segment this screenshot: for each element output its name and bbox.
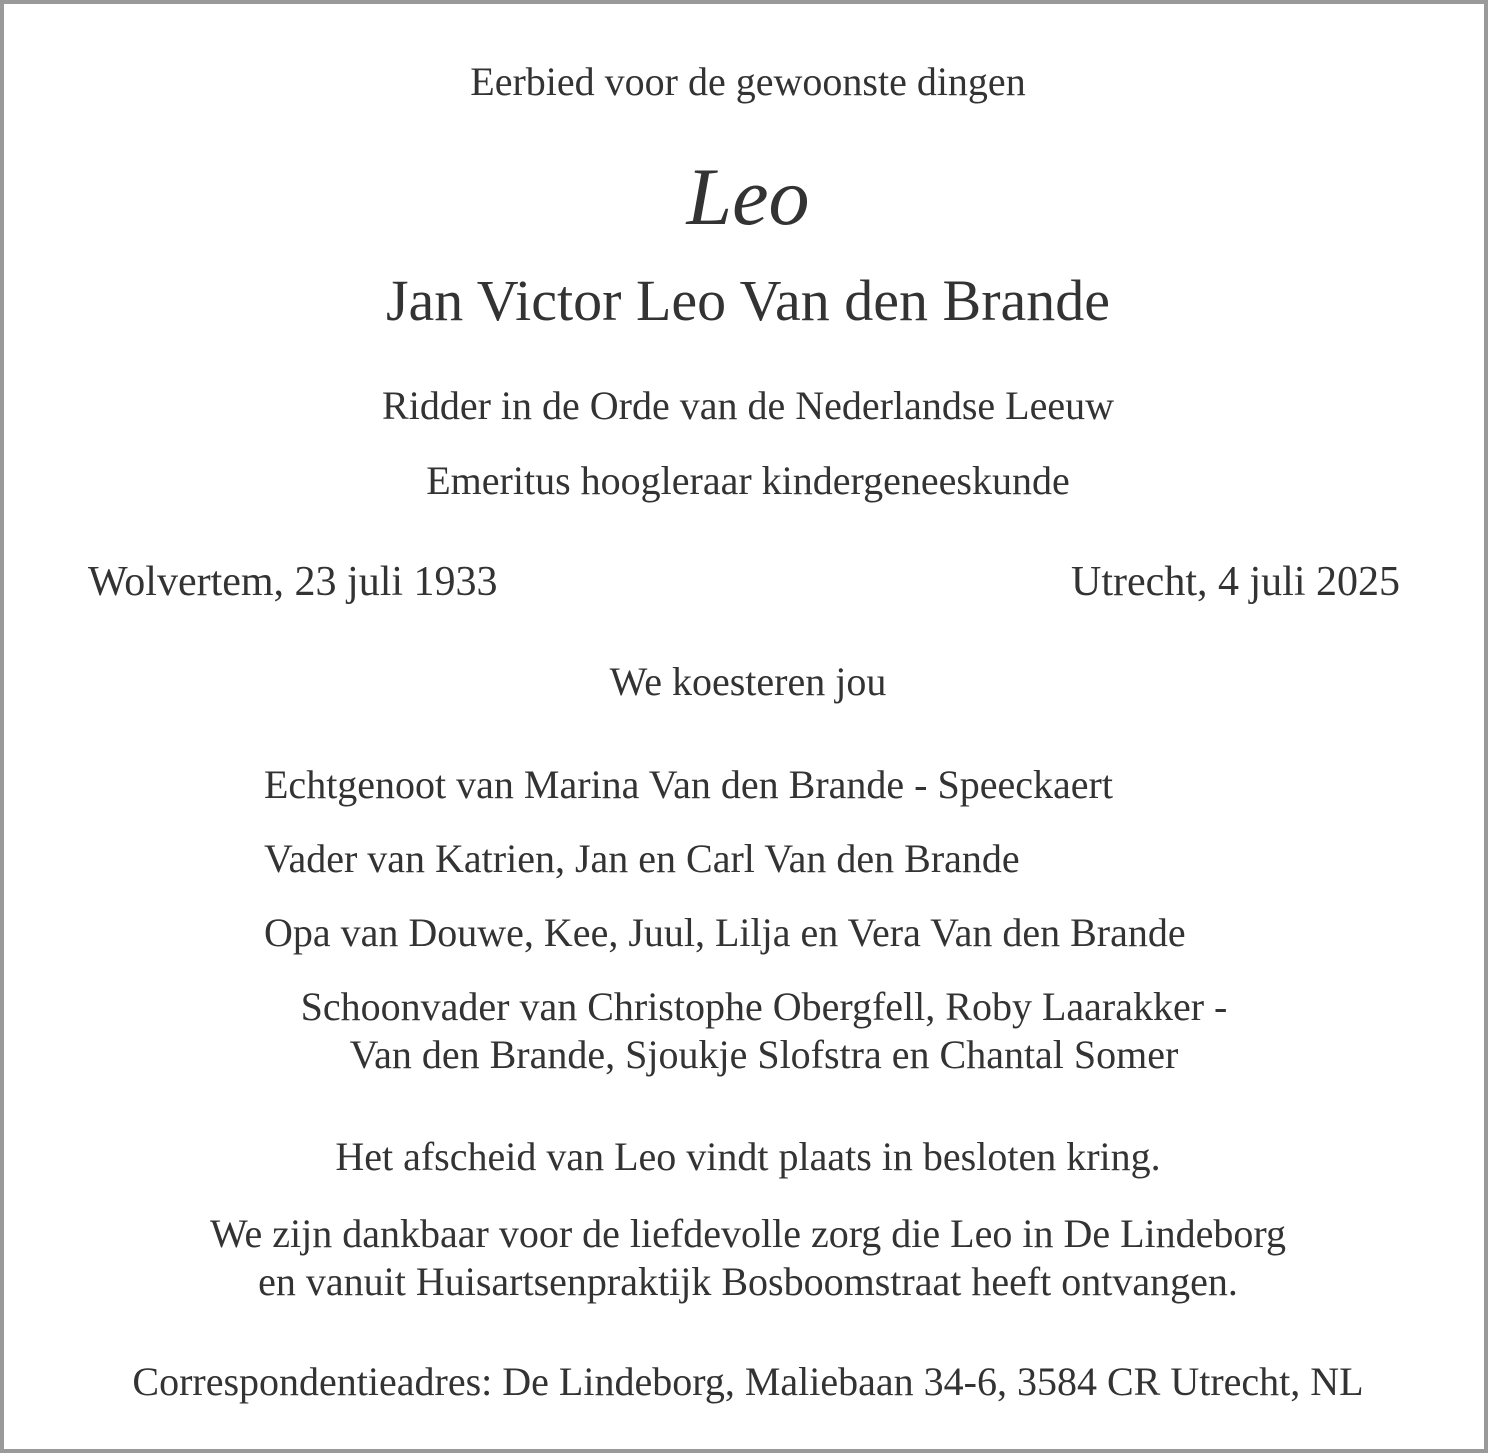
death-place-date: Utrecht, 4 juli 2025 [1071,559,1400,605]
in-laws-line-2: Van den Brande, Sjoukje Slofstra en Chantal Somer [349,1032,1179,1077]
correspondence-address: Correspondentieadres: De Lindeborg, Maliebaan 34-6, 3584 CR Utrecht, NL [132,1359,1364,1404]
relative-spouse: Echtgenoot van Marina Van den Brande - Speeckaert [264,762,1113,807]
thanks-line-2: en vanuit Huisartsenpraktijk Bosboomstraat heeft ontvangen. [258,1259,1238,1304]
honour: Ridder in de Orde van de Nederlandse Leeuw [382,383,1114,428]
motto: Eerbied voor de gewoonste dingen [470,59,1026,104]
relative-children: Vader van Katrien, Jan en Carl Van den Brande [264,836,1020,881]
full-name: Jan Victor Leo Van den Brande [385,268,1110,333]
relatives-list [264,761,1264,1079]
profession: Emeritus hoogleraar kindergeneeskunde [426,458,1070,503]
cherish-line: We koesteren jou [609,659,887,704]
thanks-line-1: We zijn dankbaar voor de liefdevolle zorg die Leo in De Lindeborg [209,1211,1287,1256]
in-laws-line-1: Schoonvader van Christophe Obergfell, Roby Laarakker - [300,984,1228,1029]
thanks-text [4,1210,1488,1306]
relative-grandchildren: Opa van Douwe, Kee, Juul, Lilja en Vera Van den Brande [264,910,1186,955]
first-name: Leo [686,151,810,242]
relative-in-laws [264,983,1264,1079]
birth-place-date: Wolvertem, 23 juli 1933 [88,559,498,605]
farewell-text: Het afscheid van Leo vindt plaats in besloten kring. [335,1134,1161,1179]
